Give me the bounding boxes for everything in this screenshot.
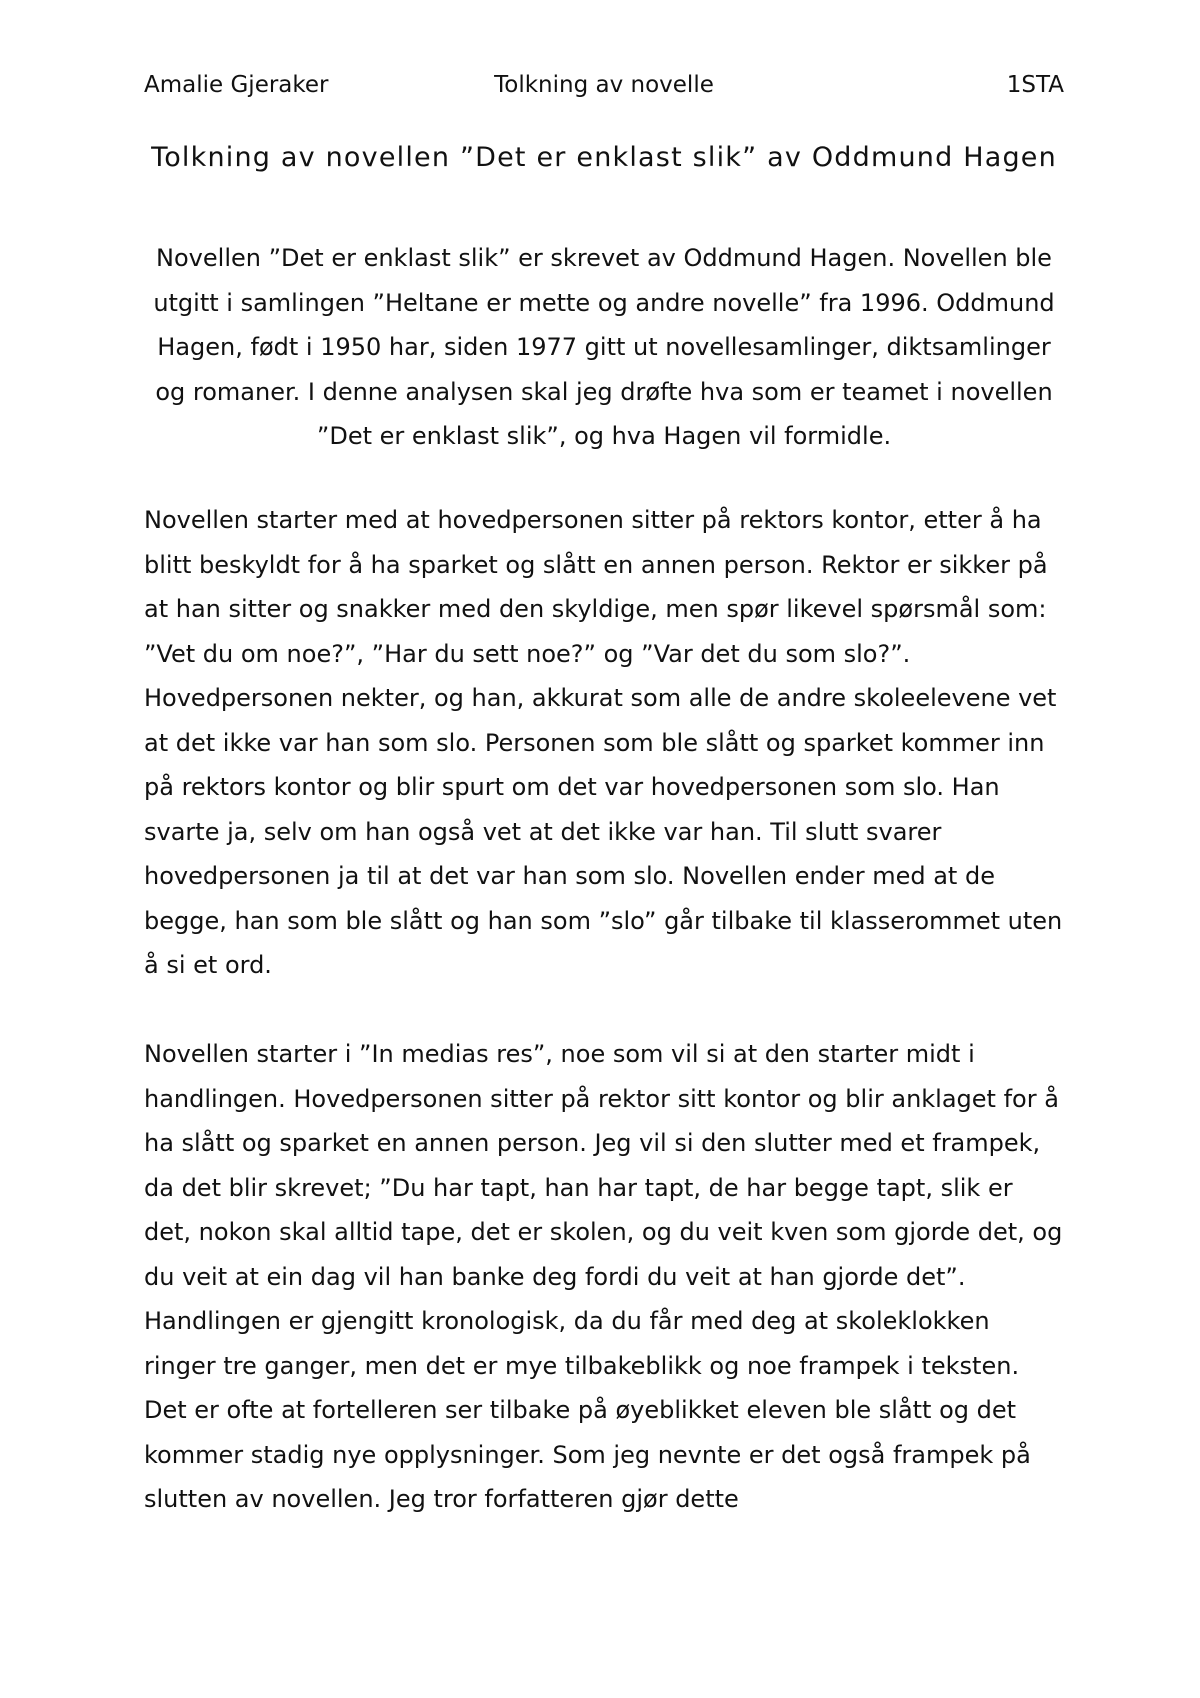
header-author: Amalie Gjeraker <box>144 72 329 98</box>
document-title: Tolkning av novellen ”Det er enklast slik” av Oddmund Hagen <box>151 142 1057 173</box>
structure-paragraph: Novellen starter i ”In medias res”, noe som vil si at den starter midt i handlingen. Hovedpersonen sitter på rektor sitt kontor og blir anklaget for å ha slått og sparket en annen person. Jeg vil si den slutter med et frampek, da det blir skrevet; ”Du har tapt, han har tapt, de har begge tapt, slik er det, nokon skal alltid tape, det er skolen, og du veit kven som gjorde det, og du veit at ein dag vil han banke deg fordi du veit at han gjorde det”. Handlingen er gjengitt kronologisk, da du får med deg at skoleklokken ringer tre ganger, men det er mye tilbakeblikk og noe frampek i teksten. Det er ofte at fortelleren ser tilbake på øyeblikket eleven ble slått og det kommer stadig nye opplysninger. Som jeg nevnte er det også frampek på slutten av novellen. Jeg tror forfatteren gjør dette <box>144 1040 1063 1513</box>
summary-paragraph: Novellen starter med at hovedpersonen sitter på rektors kontor, etter å ha blitt beskyldt for å ha sparket og slått en annen person. Rektor er sikker på at han sitter og snakker med den skyldige, men spør likevel spørsmål som: ”Vet du om noe?”, ”Har du sett noe?” og ”Var det du som slo?”. Hovedpersonen nekter, og han, akkurat som alle de andre skoleelevene vet at det ikke var han som slo. Personen som ble slått og sparket kommer inn på rektors kontor og blir spurt om det var hovedpersonen som slo. Han svarte ja, selv om han også vet at det ikke var han. Til slutt svarer hovedpersonen ja til at det var han som slo. Novellen ender med at de begge, han som ble slått og han som ”slo” går tilbake til klasserommet uten å si et ord. <box>144 506 1063 979</box>
header-subject: Tolkning av novelle <box>494 72 714 98</box>
header-class: 1STA <box>1006 72 1064 98</box>
page-header <box>144 72 1064 106</box>
intro-paragraph: Novellen ”Det er enklast slik” er skrevet av Oddmund Hagen. Novellen ble utgitt i samlingen ”Heltane er mette og andre novelle” fra 1996. Oddmund Hagen, født i 1950 har, siden 1977 gitt ut novellesamlinger, diktsamlinger og romaner. I denne analysen skal jeg drøfte hva som er teamet i novellen ”Det er enklast slik”, og hva Hagen vil formidle. <box>153 244 1055 450</box>
